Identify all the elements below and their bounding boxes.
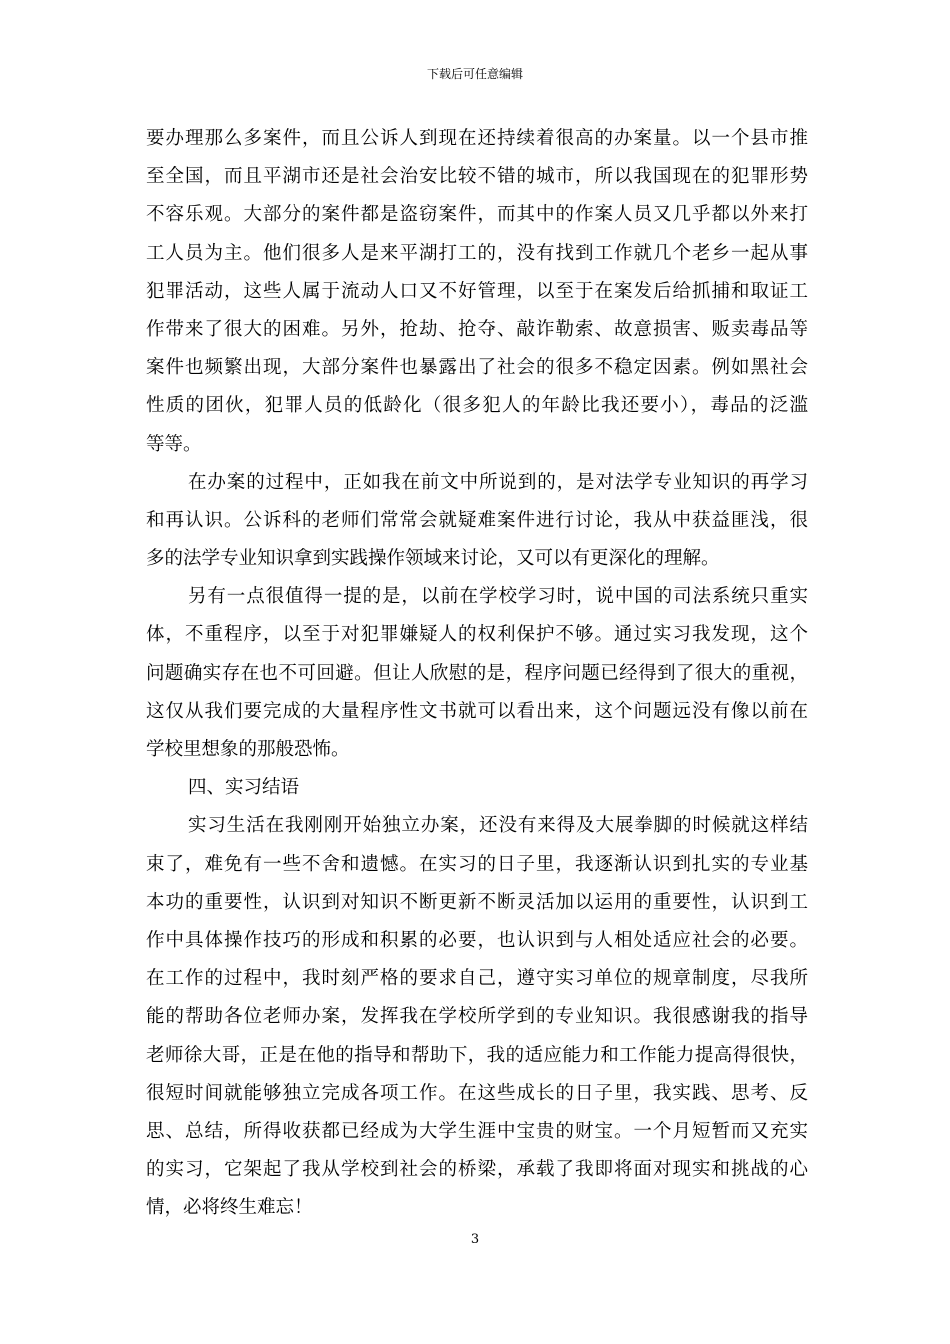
paragraph-relearning	[146, 464, 808, 579]
text-line: 体，不重程序，以至于对犯罪嫌疑人的权利保护不够。通过实习我发现，这个	[146, 624, 808, 646]
text-line: 在工作的过程中，我时刻严格的要求自己，遵守实习单位的规章制度，尽我所	[146, 968, 808, 990]
text-line: 束了，难免有一些不舍和遗憾。在实习的日子里，我逐渐认识到扎实的专业基	[146, 853, 808, 875]
text-line: 能的帮助各位老师办案，发挥我在学校所学到的专业知识。我很感谢我的指导	[146, 1006, 808, 1028]
text-line: 学校里想象的那般恐怖。	[146, 739, 350, 760]
text-line: 的实习，它架起了我从学校到社会的桥梁，承载了我即将面对现实和挑战的心	[146, 1159, 808, 1181]
document-body	[146, 120, 808, 1227]
text-line: 老师徐大哥，正是在他的指导和帮助下，我的适应能力和工作能力提高得很快，	[146, 1044, 808, 1066]
text-line: 思、总结，所得收获都已经成为大学生涯中宝贵的财宝。一个月短暂而又充实	[146, 1120, 808, 1142]
text-line: 情，必将终生难忘！	[146, 1197, 313, 1219]
page-header: 下载后可任意编辑	[426, 67, 523, 81]
text-line: 作带来了很大的困难。另外，抢劫、抢夺、敲诈勒索、故意损害、贩卖毒品等	[146, 318, 808, 340]
text-line: 实习生活在我刚刚开始独立办案，还没有来得及大展拳脚的时候就这样结	[188, 815, 808, 837]
text-line: 要办理那么多案件，而且公诉人到现在还持续着很高的办案量。以一个县市推	[146, 128, 808, 149]
text-line: 不容乐观。大部分的案件都是盗窃案件，而其中的作案人员又几乎都以外来打	[146, 204, 808, 226]
text-line: 本功的重要性，认识到对知识不断更新不断灵活加以运用的重要性，认识到工	[146, 891, 808, 913]
text-line: 至全国，而且平湖市还是社会治安比较不错的城市，所以我国现在的犯罪形势	[146, 166, 808, 188]
page-number: 3	[470, 1232, 480, 1247]
text-line: 这仅从我们要完成的大量程序性文书就可以看出来，这个问题远没有像以前在	[146, 700, 808, 722]
text-line: 作中具体操作技巧的形成和积累的必要，也认识到与人相处适应社会的必要。	[146, 929, 808, 951]
text-line: 犯罪活动，这些人属于流动人口又不好管理，以至于在案发后给抓捕和取证工	[146, 280, 808, 302]
paragraph-procedure	[146, 578, 808, 769]
text-line: 问题确实存在也不可回避。但让人欣慰的是，程序问题已经得到了很大的重视，	[146, 662, 808, 684]
section-heading	[146, 769, 808, 807]
paragraph-crime-situation	[146, 120, 808, 464]
section-title: 四、实习结语	[188, 777, 300, 799]
text-line: 多的法学专业知识拿到实践操作领域来讨论，又可以有更深化的理解。	[146, 548, 720, 570]
paragraph-conclusion	[146, 807, 808, 1227]
text-line: 案件也频繁出现，大部分案件也暴露出了社会的很多不稳定因素。例如黑社会	[146, 357, 808, 379]
text-line: 等等。	[146, 433, 202, 455]
text-line: 另有一点很值得一提的是，以前在学校学习时，说中国的司法系统只重实	[188, 586, 808, 608]
text-line: 工人员为主。他们很多人是来平湖打工的，没有找到工作就几个老乡一起从事	[146, 242, 808, 264]
text-line: 性质的团伙，犯罪人员的低龄化（很多犯人的年龄比我还要小），毒品的泛滥	[146, 395, 808, 417]
text-line: 很短时间就能够独立完成各项工作。在这些成长的日子里，我实践、思考、反	[146, 1082, 808, 1104]
text-line: 和再认识。公诉科的老师们常常会就疑难案件进行讨论，我从中获益匪浅，很	[146, 509, 808, 531]
text-line: 在办案的过程中，正如我在前文中所说到的，是对法学专业知识的再学习	[188, 471, 808, 493]
